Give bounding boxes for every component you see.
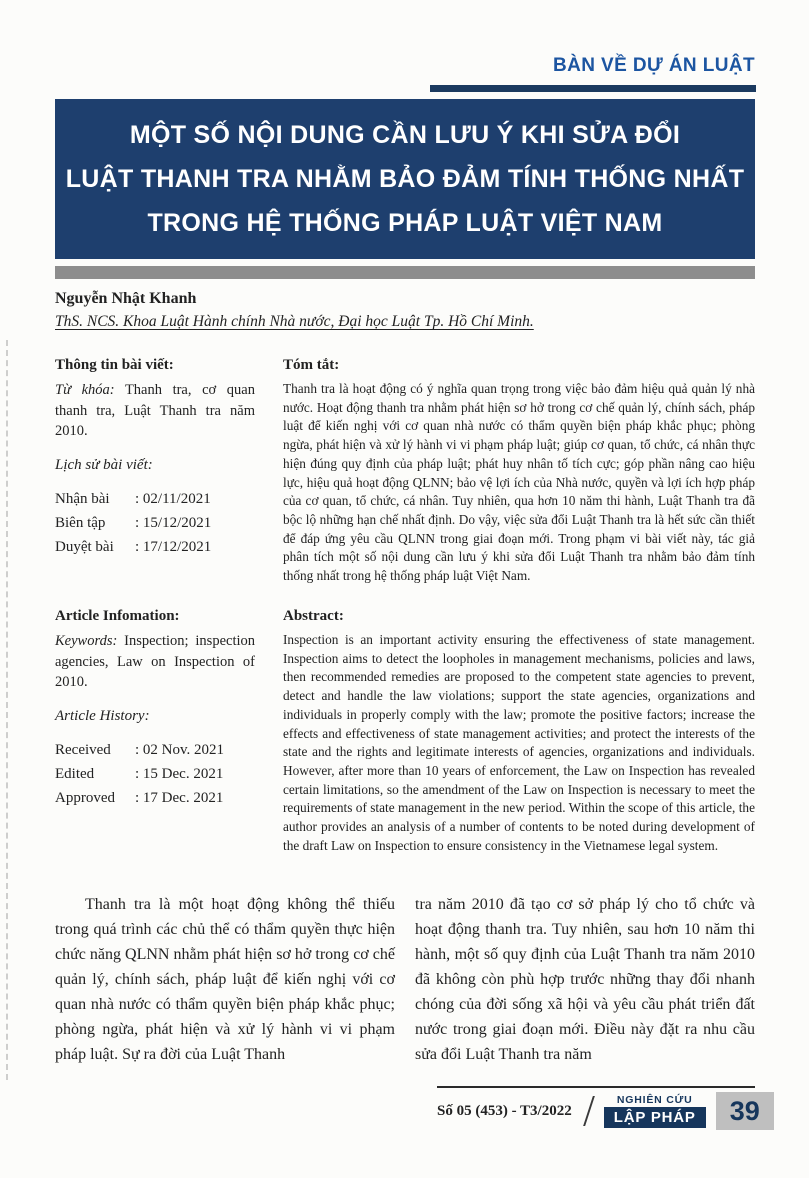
section-header: BÀN VỀ DỰ ÁN LUẬT	[552, 55, 755, 76]
history-row-label: Duyệt bài	[55, 538, 114, 555]
abstract-en-text: Inspection is an important activity ensuring the effectiveness of state management. Inspection aims to detect the loopholes in management mechanisms, policies and laws, then recommended remedies are proposed to the competent state agencies to prevent, detect and handle the law violations; support the state agencies, organizations and individuals in properly comply with the law; promote the positive factors; increase the effects and effectiveness of state management activities; and protect the interests of the state and the rights and legitimate interests of agencies, organizations and individuals. However, after more than 10 years of enforcement, the Law on Inspection has revealed certain limitations, so the amendment of the Law on Inspection is necessary to meet the requirements of state management in the new period. Within the scope of this article, the author provides an analysis of a number of contents to be noted during development of the draft Law on Inspection to ensure consistency in the Vietnamese legal system.	[283, 632, 755, 853]
history-row-label: Nhận bài	[55, 490, 110, 507]
info-en-keywords	[55, 631, 255, 693]
abstract-vi	[283, 357, 755, 586]
abstract-en-heading: Abstract:	[283, 608, 344, 624]
keywords-label-en: Keywords:	[55, 633, 118, 649]
body-column-right: tra năm 2010 đã tạo cơ sở pháp lý cho tổ chức và hoạt động thanh tra. Tuy nhiên, sau hơn 10 năm thi hành, một số quy định của Luật Thanh tra năm 2010 đã không còn phù hợp trước những thay đổi nhanh chóng của đời sống xã hội và yêu cầu phát triển đất nước trong giai đoạn mới. Điều này đặt ra nhu cầu sửa đổi Luật Thanh tra năm	[415, 896, 755, 1063]
history-row-label: Biên tập	[55, 514, 106, 531]
section-header-rule	[430, 85, 756, 92]
article-title-line-1: MỘT SỐ NỘI DUNG CẦN LƯU Ý KHI SỬA ĐỔI	[129, 121, 681, 149]
article-title-line-2: LUẬT THANH TRA NHẰM BẢO ĐẢM TÍNH THỐNG NHẤT	[65, 165, 745, 193]
article-body	[55, 892, 755, 1067]
abstract-vi-text: Thanh tra là hoạt động có ý nghĩa quan trọng trong việc bảo đảm hiệu quả quản lý nhà nước. Hoạt động thanh tra nhằm phát hiện sơ hở trong cơ chế quản lý, chính sách, pháp luật để kiến nghị với cơ quan nhà nước có thẩm quyền biện pháp khắc phục; phòng ngừa, phát hiện và xử lý hành vi vi phạm pháp luật; giúp cơ quan, tổ chức, cá nhân thực hiện đúng quy định của pháp luật; phát huy nhân tố tích cực; góp phần nâng cao hiệu lực, hiệu quả hoạt động QLNN; bảo vệ lợi ích của Nhà nước, quyền và lợi ích hợp pháp của cơ quan, tổ chức, cá nhân. Tuy nhiên, qua hơn 10 năm thi hành, Luật Thanh tra đã bộc lộ những hạn chế nhất định. Do vậy, việc sửa đổi Luật Thanh tra là hết sức cần thiết để đáp ứng yêu cầu QLNN trong giai đoạn mới. Trong phạm vi bài viết này, tác giả phân tích một số nội dung cần lưu ý khi sửa đổi Luật Thanh tra nhằm bảo đảm tính thống nhất trong hệ thống pháp luật Việt Nam.	[283, 381, 755, 584]
article-info-en	[55, 608, 255, 810]
history-row-label: Received	[55, 741, 111, 758]
history-list-vi	[55, 487, 255, 559]
history-row-value: : 17/12/2021	[135, 538, 212, 555]
history-list-en	[55, 738, 255, 810]
title-divider-bar	[55, 266, 755, 279]
history-row-label: Edited	[55, 765, 95, 782]
abstract-vi-heading: Tóm tắt:	[283, 357, 340, 373]
history-row-value: : 15/12/2021	[135, 514, 212, 531]
author-affiliation: ThS. NCS. Khoa Luật Hành chính Nhà nước, Đại học Luật Tp. Hồ Chí Minh.	[55, 313, 534, 330]
history-row-received-en	[55, 738, 255, 762]
footer-divider-slash	[583, 1096, 595, 1126]
history-label-vi: Lịch sử bài viết:	[55, 456, 153, 473]
history-row-approved-vi	[55, 535, 255, 559]
article-title-line-3: TRONG HỆ THỐNG PHÁP LUẬT VIỆT NAM	[147, 209, 663, 237]
history-row-edited-vi	[55, 511, 255, 535]
info-vi-heading: Thông tin bài viết:	[55, 357, 174, 373]
history-row-label: Approved	[55, 789, 115, 806]
journal-logo-bottom: LẬP PHÁP	[604, 1107, 706, 1128]
journal-logo	[604, 1094, 706, 1128]
history-row-approved-en	[55, 786, 255, 810]
history-row-value: : 02 Nov. 2021	[135, 741, 225, 758]
info-en-heading: Article Infomation:	[55, 608, 180, 624]
journal-logo-top: NGHIÊN CỨU	[616, 1094, 693, 1106]
history-row-received-vi	[55, 487, 255, 511]
keywords-label-vi: Từ khóa:	[55, 382, 115, 398]
keywords-value-vi: Thanh tra, cơ quan thanh tra, Luật Thanh tra năm 2010.	[55, 382, 255, 439]
history-label-en: Article History:	[55, 707, 150, 724]
info-vi-keywords	[55, 380, 255, 442]
article-title-box	[55, 99, 755, 259]
keywords-value-en: Inspection; inspection agencies, Law on Inspection of 2010.	[55, 633, 256, 690]
page-number: 39	[716, 1092, 774, 1130]
footer-rule	[437, 1086, 755, 1088]
issue-info: Số 05 (453) - T3/2022	[437, 1102, 572, 1119]
article-info-vi	[55, 357, 255, 559]
scan-artifact-dashed-line	[6, 340, 8, 1080]
body-column-left: Thanh tra là một hoạt động không thể thiếu trong quá trình các chủ thể có thẩm quyền thực hiện chức năng QLNN nhằm phát hiện sơ hở trong cơ chế quản lý, chính sách, pháp luật để kiến nghị với cơ quan nhà nước có thẩm quyền biện pháp khắc phục; phòng ngừa, phát hiện và xử lý hành vi vi phạm pháp luật. Sự ra đời của Luật Thanh	[55, 896, 395, 1063]
page-footer	[437, 1092, 774, 1130]
author-name: Nguyễn Nhật Khanh	[55, 290, 197, 307]
history-row-edited-en	[55, 762, 255, 786]
history-row-value: : 17 Dec. 2021	[135, 789, 224, 806]
history-row-value: : 02/11/2021	[135, 490, 211, 507]
history-row-value: : 15 Dec. 2021	[135, 765, 224, 782]
abstract-en	[283, 608, 755, 855]
